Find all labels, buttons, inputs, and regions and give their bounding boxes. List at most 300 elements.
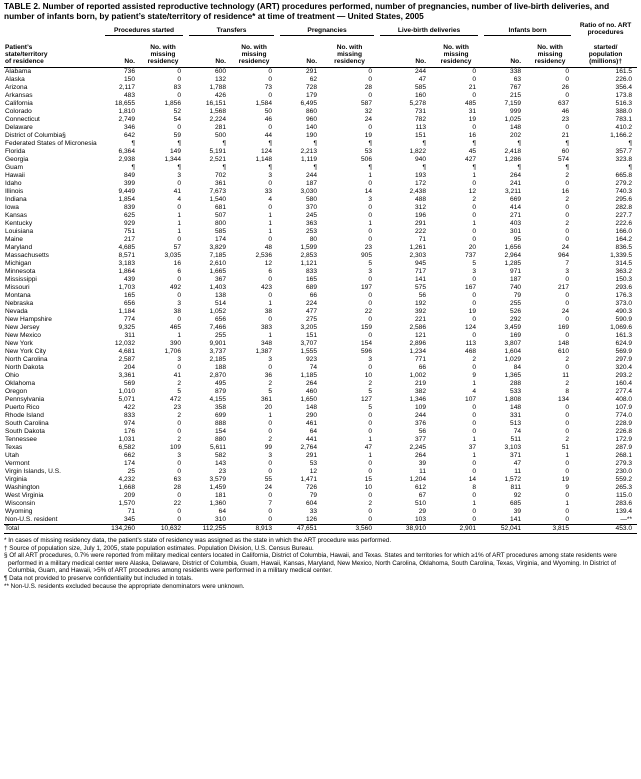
row-value-cell: 0	[526, 468, 574, 476]
row-value-cell: 782	[377, 116, 431, 124]
row-value-cell: 1,234	[377, 348, 431, 356]
row-value-cell: 1,584	[231, 100, 277, 108]
total-value-cell: 453.0	[574, 525, 637, 534]
row-value-cell: 0	[231, 468, 277, 476]
row-value-cell: 5	[322, 260, 377, 268]
row-value-cell: 56	[377, 292, 431, 300]
row-value-cell: 642	[102, 132, 140, 140]
row-value-cell: 2,896	[377, 340, 431, 348]
table-row	[4, 132, 637, 140]
row-value-cell: 774	[102, 316, 140, 324]
row-value-cell: 345	[102, 516, 140, 525]
row-value-cell: 23	[140, 404, 186, 412]
row-value-cell: 2	[526, 172, 574, 180]
table-row	[4, 516, 637, 525]
row-value-cell: 1	[231, 220, 277, 228]
row-value-cell: 1	[431, 172, 481, 180]
row-value-cell: ¶	[277, 140, 322, 148]
row-value-cell: 1,572	[481, 476, 526, 484]
row-value-cell: 16	[526, 188, 574, 196]
row-value-cell: 312	[377, 204, 431, 212]
row-value-cell: 11	[526, 372, 574, 380]
row-value-cell: 1,810	[102, 108, 140, 116]
row-state-name: Non-U.S. resident	[4, 516, 102, 525]
table-row	[4, 412, 637, 420]
row-value-cell: 1,025	[481, 116, 526, 124]
row-value-cell: 669	[481, 196, 526, 204]
row-value-cell: 79	[277, 492, 322, 500]
table-row	[4, 172, 637, 180]
row-value-cell: 461	[277, 420, 322, 428]
row-value-cell: 5	[322, 388, 377, 396]
row-value-cell: 0	[322, 412, 377, 420]
row-value-cell: 26	[526, 84, 574, 92]
row-value-cell: 1,166.2	[574, 132, 637, 140]
row-value-cell: 488	[377, 196, 431, 204]
row-value-cell: ¶	[231, 140, 277, 148]
row-value-cell: 0	[526, 316, 574, 324]
row-value-cell: 224	[277, 300, 322, 308]
row-value-cell: 164.2	[574, 236, 637, 244]
table-row	[4, 460, 637, 468]
row-value-cell: 0	[431, 516, 481, 525]
row-value-cell: 39	[377, 460, 431, 468]
footnote: * In cases of missing residency data, the patient’s state of residency was assigned as the state in which the ART procedure was performed.	[4, 537, 392, 544]
row-value-cell: 1,650	[277, 396, 322, 404]
row-value-cell: 0	[431, 228, 481, 236]
row-value-cell: 0	[322, 276, 377, 284]
row-value-cell: 472	[140, 396, 186, 404]
table-row	[4, 324, 637, 332]
row-value-cell: 0	[140, 420, 186, 428]
row-value-cell: 12	[431, 188, 481, 196]
row-value-cell: 348	[231, 340, 277, 348]
table-row	[4, 204, 637, 212]
row-value-cell: 1,656	[481, 244, 526, 252]
row-value-cell: 12,032	[102, 340, 140, 348]
row-value-cell: 283.6	[574, 500, 637, 508]
row-value-cell: 0	[231, 508, 277, 516]
row-value-cell: 0	[526, 76, 574, 84]
row-value-cell: 1	[526, 452, 574, 460]
row-value-cell: 1	[431, 380, 481, 388]
row-state-name: Maine	[4, 236, 102, 244]
row-value-cell: 14	[431, 476, 481, 484]
row-value-cell: 31	[431, 108, 481, 116]
row-state-name: Minnesota	[4, 268, 102, 276]
row-value-cell: 63	[481, 76, 526, 84]
row-value-cell: 1	[231, 212, 277, 220]
row-value-cell: 268.1	[574, 452, 637, 460]
row-value-cell: 0	[231, 76, 277, 84]
row-value-cell: 3	[231, 172, 277, 180]
row-state-name: Georgia	[4, 156, 102, 164]
row-value-cell: 1,365	[481, 372, 526, 380]
row-value-cell: 107.9	[574, 404, 637, 412]
row-state-name: Texas	[4, 444, 102, 452]
row-value-cell: 0	[231, 68, 277, 77]
table-row	[4, 508, 637, 516]
row-value-cell: 8,571	[102, 252, 140, 260]
row-value-cell: 63	[140, 476, 186, 484]
row-value-cell: ¶	[140, 164, 186, 172]
row-value-cell: 2,587	[102, 356, 140, 364]
row-value-cell: 2	[322, 500, 377, 508]
row-value-cell: 8	[431, 484, 481, 492]
row-value-cell: 0	[431, 332, 481, 340]
row-value-cell: 1,808	[481, 396, 526, 404]
row-value-cell: 21	[526, 132, 574, 140]
row-value-cell: 2	[140, 380, 186, 388]
row-state-name: New Mexico	[4, 332, 102, 340]
row-value-cell: 929	[102, 220, 140, 228]
row-value-cell: 2,213	[277, 148, 322, 156]
row-value-cell: 585	[377, 84, 431, 92]
row-value-cell: 2,117	[102, 84, 140, 92]
row-value-cell: 2,224	[186, 116, 231, 124]
table-row	[4, 332, 637, 340]
row-value-cell: 0	[231, 492, 277, 500]
row-value-cell: 0	[526, 276, 574, 284]
row-value-cell: 331	[481, 412, 526, 420]
row-value-cell: 95	[481, 236, 526, 244]
row-value-cell: 1,010	[102, 388, 140, 396]
table-row	[4, 68, 637, 77]
row-value-cell: 2,610	[186, 260, 231, 268]
row-value-cell: 2,418	[481, 148, 526, 156]
row-value-cell: 0	[322, 332, 377, 340]
row-value-cell: 1,706	[140, 348, 186, 356]
table-row	[4, 476, 637, 484]
row-value-cell: 612	[377, 484, 431, 492]
row-value-cell: 410.2	[574, 124, 637, 132]
row-value-cell: 148	[481, 404, 526, 412]
row-value-cell: 860	[277, 108, 322, 116]
table-row	[4, 468, 637, 476]
row-value-cell: 0	[322, 228, 377, 236]
row-value-cell: 3	[140, 172, 186, 180]
row-value-cell: ¶	[231, 164, 277, 172]
row-value-cell: ¶	[102, 140, 140, 148]
row-value-cell: 3,737	[186, 348, 231, 356]
row-value-cell: 0	[140, 76, 186, 84]
row-value-cell: 4	[231, 196, 277, 204]
row-value-cell: 740	[481, 284, 526, 292]
row-value-cell: 1	[322, 436, 377, 444]
row-value-cell: 141	[481, 516, 526, 525]
row-value-cell: 0	[140, 516, 186, 525]
row-value-cell: 291	[277, 452, 322, 460]
row-value-cell: 7,673	[186, 188, 231, 196]
row-value-cell: 29	[377, 508, 431, 516]
row-value-cell: 1,570	[102, 500, 140, 508]
row-value-cell: 390	[140, 340, 186, 348]
row-value-cell: 271	[481, 212, 526, 220]
row-value-cell: 0	[431, 428, 481, 436]
row-state-name: Delaware	[4, 124, 102, 132]
table-row	[4, 236, 637, 244]
row-value-cell: 533	[481, 388, 526, 396]
table-row	[4, 164, 637, 172]
row-value-cell: 148	[481, 124, 526, 132]
row-value-cell: 4,681	[102, 348, 140, 356]
row-value-cell: 228.9	[574, 420, 637, 428]
row-value-cell: 1,788	[186, 84, 231, 92]
row-value-cell: 5	[231, 388, 277, 396]
row-value-cell: 71	[377, 236, 431, 244]
row-value-cell: 139.4	[574, 508, 637, 516]
col-header-ratio: started/ population (millions)†	[574, 36, 637, 68]
row-value-cell: 731	[377, 108, 431, 116]
row-value-cell: 1,864	[102, 268, 140, 276]
row-value-cell: 1	[431, 452, 481, 460]
row-value-cell: 681	[186, 204, 231, 212]
row-value-cell: 7	[231, 500, 277, 508]
row-value-cell: 483	[102, 92, 140, 100]
row-value-cell: 5,611	[186, 444, 231, 452]
row-value-cell: 7	[526, 260, 574, 268]
row-value-cell: 5,191	[186, 148, 231, 156]
group-header-transfers: Transfers	[186, 22, 277, 36]
col-header-transfers-missing: No. with missing residency	[231, 36, 277, 68]
row-value-cell: 0	[140, 68, 186, 77]
row-value-cell: 516.3	[574, 100, 637, 108]
table-row	[4, 212, 637, 220]
group-header-row	[4, 22, 637, 36]
row-value-cell: 47	[481, 460, 526, 468]
row-value-cell: 1	[322, 220, 377, 228]
row-value-cell: 2,586	[377, 324, 431, 332]
row-value-cell: 656	[186, 316, 231, 324]
total-value-cell: 52,041	[481, 525, 526, 534]
table-row	[4, 92, 637, 100]
row-value-cell: 3	[431, 268, 481, 276]
row-value-cell: 610	[526, 348, 574, 356]
row-value-cell: 5	[140, 388, 186, 396]
row-value-cell: 165	[102, 292, 140, 300]
row-state-name: Washington	[4, 484, 102, 492]
row-value-cell: 702	[186, 172, 231, 180]
row-value-cell: 124	[431, 324, 481, 332]
row-value-cell: 1,599	[277, 244, 322, 252]
row-value-cell: 28	[322, 84, 377, 92]
row-value-cell: 53	[322, 148, 377, 156]
row-value-cell: 575	[377, 284, 431, 292]
row-state-name: Alabama	[4, 68, 102, 77]
table-row	[4, 156, 637, 164]
row-value-cell: 5,071	[102, 396, 140, 404]
row-value-cell: 109	[377, 404, 431, 412]
row-value-cell: 388.0	[574, 108, 637, 116]
row-value-cell: 4	[431, 388, 481, 396]
row-value-cell: 580	[277, 196, 322, 204]
row-value-cell: ¶	[102, 164, 140, 172]
row-value-cell: 1	[140, 212, 186, 220]
row-state-name: Mississippi	[4, 276, 102, 284]
row-value-cell: 506	[322, 156, 377, 164]
total-value-cell: 47,651	[277, 525, 322, 534]
row-value-cell: 960	[277, 116, 322, 124]
row-value-cell: 10	[322, 484, 377, 492]
row-value-cell: 0	[526, 68, 574, 77]
row-value-cell: 7,466	[186, 324, 231, 332]
row-value-cell: 726	[277, 484, 322, 492]
row-value-cell: 159	[322, 324, 377, 332]
row-value-cell: 121	[377, 332, 431, 340]
row-value-cell: 277.4	[574, 388, 637, 396]
table-row	[4, 84, 637, 92]
row-value-cell: 0	[231, 420, 277, 428]
row-state-name: Puerto Rico	[4, 404, 102, 412]
row-value-cell: ¶	[186, 164, 231, 172]
row-value-cell: 361	[231, 396, 277, 404]
row-value-cell: 141	[377, 276, 431, 284]
row-value-cell: 74	[481, 428, 526, 436]
row-value-cell: 1,339.5	[574, 252, 637, 260]
row-value-cell: 55	[231, 476, 277, 484]
row-value-cell: ¶	[377, 164, 431, 172]
table-row	[4, 348, 637, 356]
total-value-cell: 3,815	[526, 525, 574, 534]
row-value-cell: 11	[481, 468, 526, 476]
row-value-cell: 0	[431, 420, 481, 428]
row-state-name: Ohio	[4, 372, 102, 380]
row-value-cell: 176.3	[574, 292, 637, 300]
row-value-cell: 192	[377, 300, 431, 308]
row-state-name: Guam	[4, 164, 102, 172]
row-value-cell: 264	[277, 380, 322, 388]
row-value-cell: 1,185	[277, 372, 322, 380]
row-value-cell: 41	[140, 372, 186, 380]
row-value-cell: 3,183	[102, 260, 140, 268]
row-value-cell: 148	[526, 340, 574, 348]
row-value-cell: 338	[481, 68, 526, 77]
row-value-cell: 71	[102, 508, 140, 516]
row-value-cell: 20	[231, 404, 277, 412]
row-value-cell: 477	[277, 308, 322, 316]
row-value-cell: 41	[140, 188, 186, 196]
row-value-cell: 0	[431, 92, 481, 100]
row-value-cell: 403	[481, 220, 526, 228]
row-value-cell: 167	[431, 284, 481, 292]
row-value-cell: 0	[231, 292, 277, 300]
row-state-name: Nevada	[4, 308, 102, 316]
row-state-name: Louisiana	[4, 228, 102, 236]
row-value-cell: 3	[322, 356, 377, 364]
row-value-cell: 193	[377, 172, 431, 180]
row-value-cell: 569.9	[574, 348, 637, 356]
row-value-cell: 370	[277, 204, 322, 212]
row-value-cell: 1,121	[277, 260, 322, 268]
table-header	[4, 22, 637, 68]
row-value-cell: 367	[186, 276, 231, 284]
table-row	[4, 404, 637, 412]
row-value-cell: 2,749	[102, 116, 140, 124]
row-value-cell: 4,155	[186, 396, 231, 404]
row-value-cell: 923	[277, 356, 322, 364]
table-row	[4, 252, 637, 260]
row-value-cell: 0	[431, 404, 481, 412]
row-value-cell: 685	[481, 500, 526, 508]
row-value-cell: 24	[526, 308, 574, 316]
table-row	[4, 428, 637, 436]
row-value-cell: 38	[140, 308, 186, 316]
row-value-cell: 1	[526, 500, 574, 508]
row-value-cell: 767	[481, 84, 526, 92]
row-value-cell: 265.3	[574, 484, 637, 492]
row-value-cell: 2	[322, 380, 377, 388]
row-value-cell: 221	[377, 316, 431, 324]
row-value-cell: 244	[377, 412, 431, 420]
row-value-cell: 500	[186, 132, 231, 140]
row-value-cell: ¶	[140, 140, 186, 148]
footnote: † Source of population size, July 1, 2005, state population estimates. Population Division, U.S. Census Bureau.	[4, 544, 314, 552]
row-value-cell: 1	[431, 436, 481, 444]
col-header-procedures-missing: No. with missing residency	[140, 36, 186, 68]
row-value-cell: ¶	[322, 164, 377, 172]
table-row	[4, 292, 637, 300]
row-value-cell: 3,829	[186, 244, 231, 252]
row-state-name: Tennessee	[4, 436, 102, 444]
row-value-cell: 1	[231, 228, 277, 236]
row-value-cell: 23	[322, 244, 377, 252]
row-value-cell: 134	[526, 396, 574, 404]
row-value-cell: 3,807	[481, 340, 526, 348]
row-value-cell: 662	[102, 452, 140, 460]
row-value-cell: 19	[431, 116, 481, 124]
row-value-cell: 1,346	[377, 396, 431, 404]
total-value-cell: 38,910	[377, 525, 431, 534]
row-value-cell: 2	[140, 412, 186, 420]
col-header-infants-no: No.	[481, 36, 526, 68]
row-value-cell: 24	[526, 244, 574, 252]
row-value-cell: 6	[231, 268, 277, 276]
row-value-cell: 0	[140, 204, 186, 212]
row-value-cell: 57	[140, 244, 186, 252]
row-value-cell: 188	[186, 364, 231, 372]
row-value-cell: 574	[526, 156, 574, 164]
row-value-cell: 83	[140, 84, 186, 92]
table-row	[4, 492, 637, 500]
row-value-cell: 427	[431, 156, 481, 164]
total-value-cell: 134,260	[102, 525, 140, 534]
row-value-cell: 0	[322, 420, 377, 428]
row-value-cell: 3	[140, 300, 186, 308]
row-value-cell: 596	[322, 348, 377, 356]
row-value-cell: 974	[102, 420, 140, 428]
row-value-cell: 0	[526, 412, 574, 420]
row-value-cell: 0	[322, 492, 377, 500]
row-value-cell: 281	[186, 124, 231, 132]
row-value-cell: 23	[186, 468, 231, 476]
row-value-cell: 0	[526, 212, 574, 220]
row-value-cell: 8	[526, 388, 574, 396]
row-value-cell: 514	[186, 300, 231, 308]
row-value-cell: 423	[231, 284, 277, 292]
row-value-cell: 3,707	[277, 340, 322, 348]
row-value-cell: 0	[322, 76, 377, 84]
row-value-cell: 0	[526, 460, 574, 468]
row-state-name: New Hampshire	[4, 316, 102, 324]
row-value-cell: 3,205	[277, 324, 322, 332]
table-row	[4, 420, 637, 428]
row-state-name: Federated States of Micronesia	[4, 140, 102, 148]
row-value-cell: 0	[140, 276, 186, 284]
row-value-cell: 140	[277, 124, 322, 132]
row-value-cell: 6	[140, 268, 186, 276]
row-value-cell: 728	[277, 84, 322, 92]
row-value-cell: 217	[526, 284, 574, 292]
